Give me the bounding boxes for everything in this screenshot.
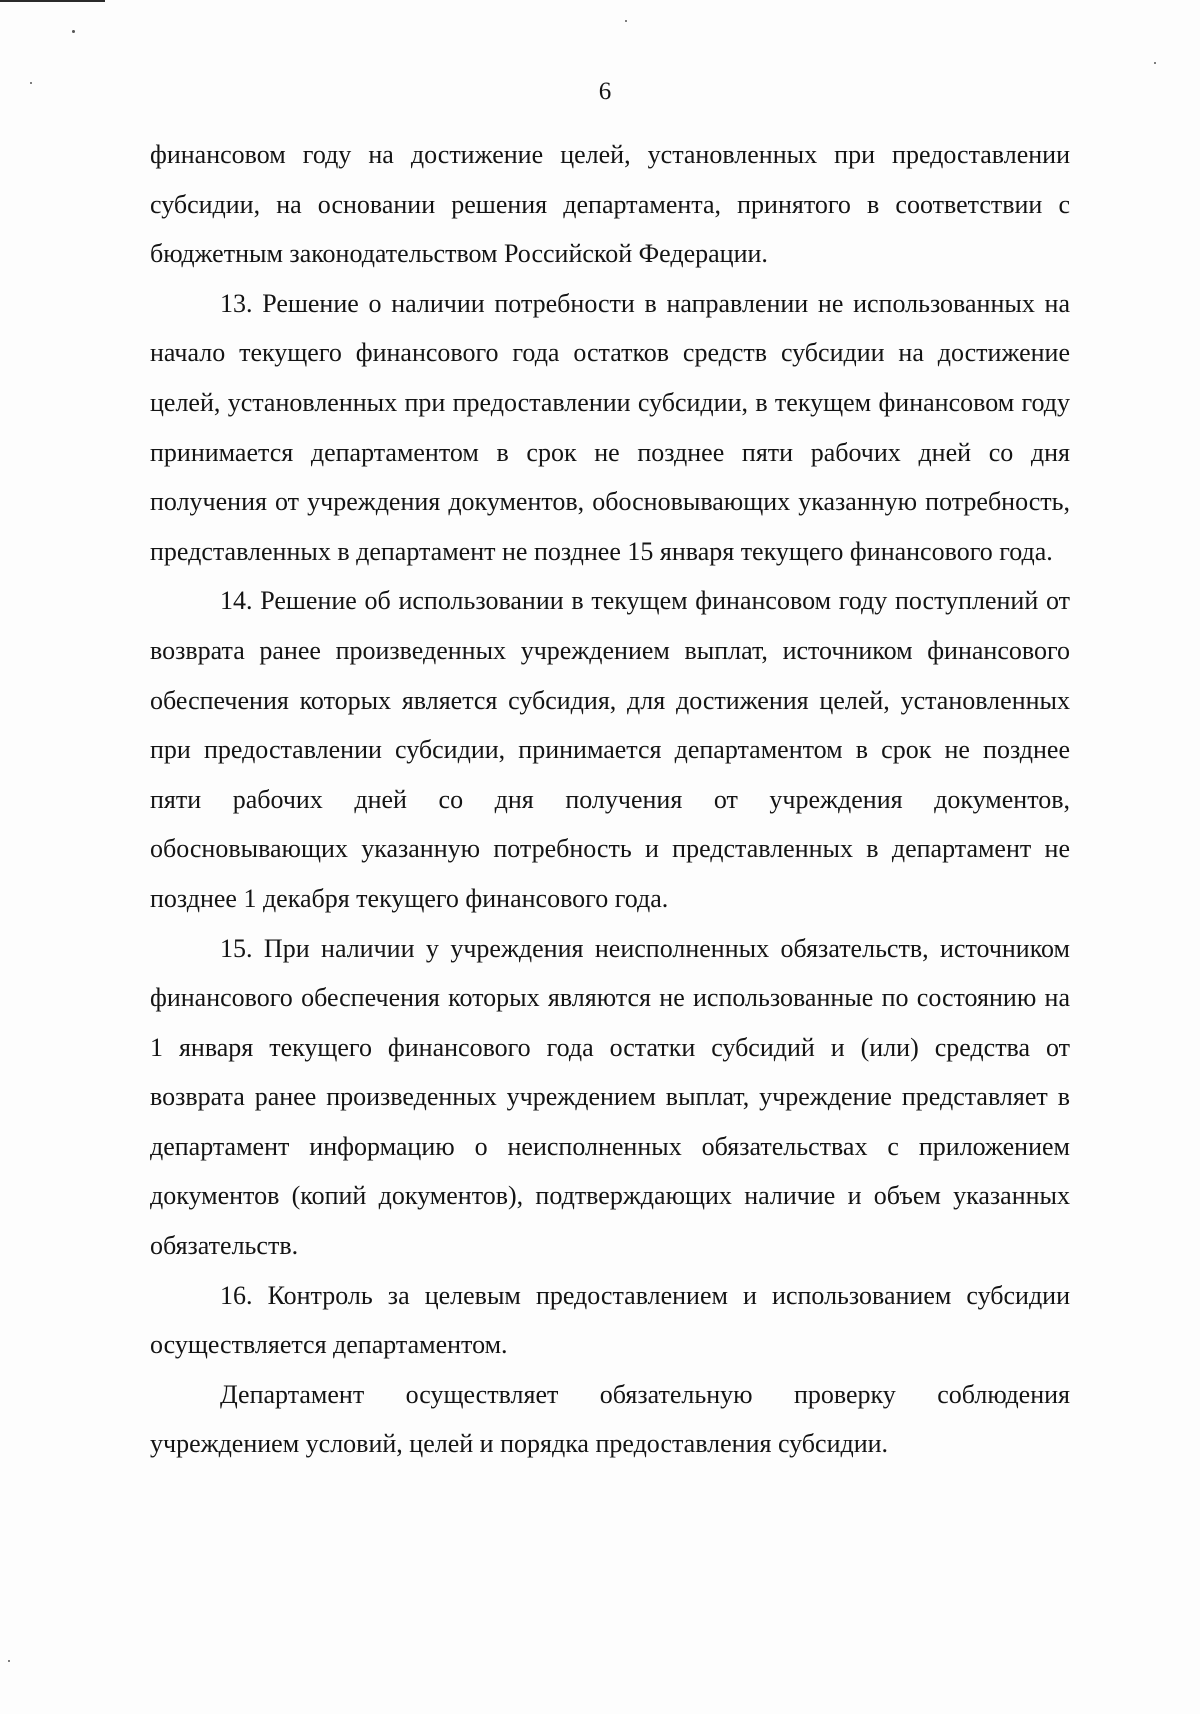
scan-speck [625, 20, 627, 22]
paragraph-15: 15. При наличии у учреждения неисполненных обязательств, источником финансового обеспечения которых являются не использованные по состоянию на 1 января текущего финансового года остатки субсидий и (или) средства от возврата ранее произведенных учреждением выплат, учреждение представляет в департамент информацию о неисполненных обязательствах с приложением документов (копий документов), подтверждающих наличие и объем указанных обязательств. [150, 933, 1070, 1261]
paragraph-16-continuation: Департамент осуществляет обязательную проверку соблюдения учреждением условий, целей и порядка предоставления субсидии. [150, 1379, 1070, 1459]
paragraph-16: 16. Контроль за целевым предоставлением и использованием субсидии осуществляется департаментом. [150, 1280, 1070, 1360]
scan-speck [8, 1660, 10, 1662]
paragraph-continuation: финансовом году на достижение целей, установленных при предоставлении субсидии, на основании решения департамента, принятого в соответствии с бюджетным законодательством Российской Федерации. [150, 140, 1070, 269]
scan-speck [72, 30, 75, 33]
scan-edge-rule [0, 0, 105, 2]
page-number: 6 [598, 78, 612, 105]
document-body [150, 130, 1070, 1469]
scan-speck [1154, 62, 1156, 64]
paragraph-14: 14. Решение об использовании в текущем финансовом году поступлений от возврата ранее произведенных учреждением выплат, источником финансового обеспечения которых является субсидия, для достижения целей, установленных при предоставлении субсидии, принимается департаментом в срок не позднее пяти рабочих дней со дня получения от учреждения документов, обосновывающих указанную потребность и представленных в департамент не позднее 1 декабря текущего финансового года. [150, 586, 1070, 913]
paragraph-13: 13. Решение о наличии потребности в направлении не использованных на начало текущего финансового года остатков средств субсидии на достижение целей, установленных при предоставлении субсидии, в текущем финансовом году принимается департаментом в срок не позднее пяти рабочих дней со дня получения от учреждения документов, обосновывающих указанную потребность, представленных в департамент не позднее 15 января текущего финансового года. [150, 288, 1070, 566]
